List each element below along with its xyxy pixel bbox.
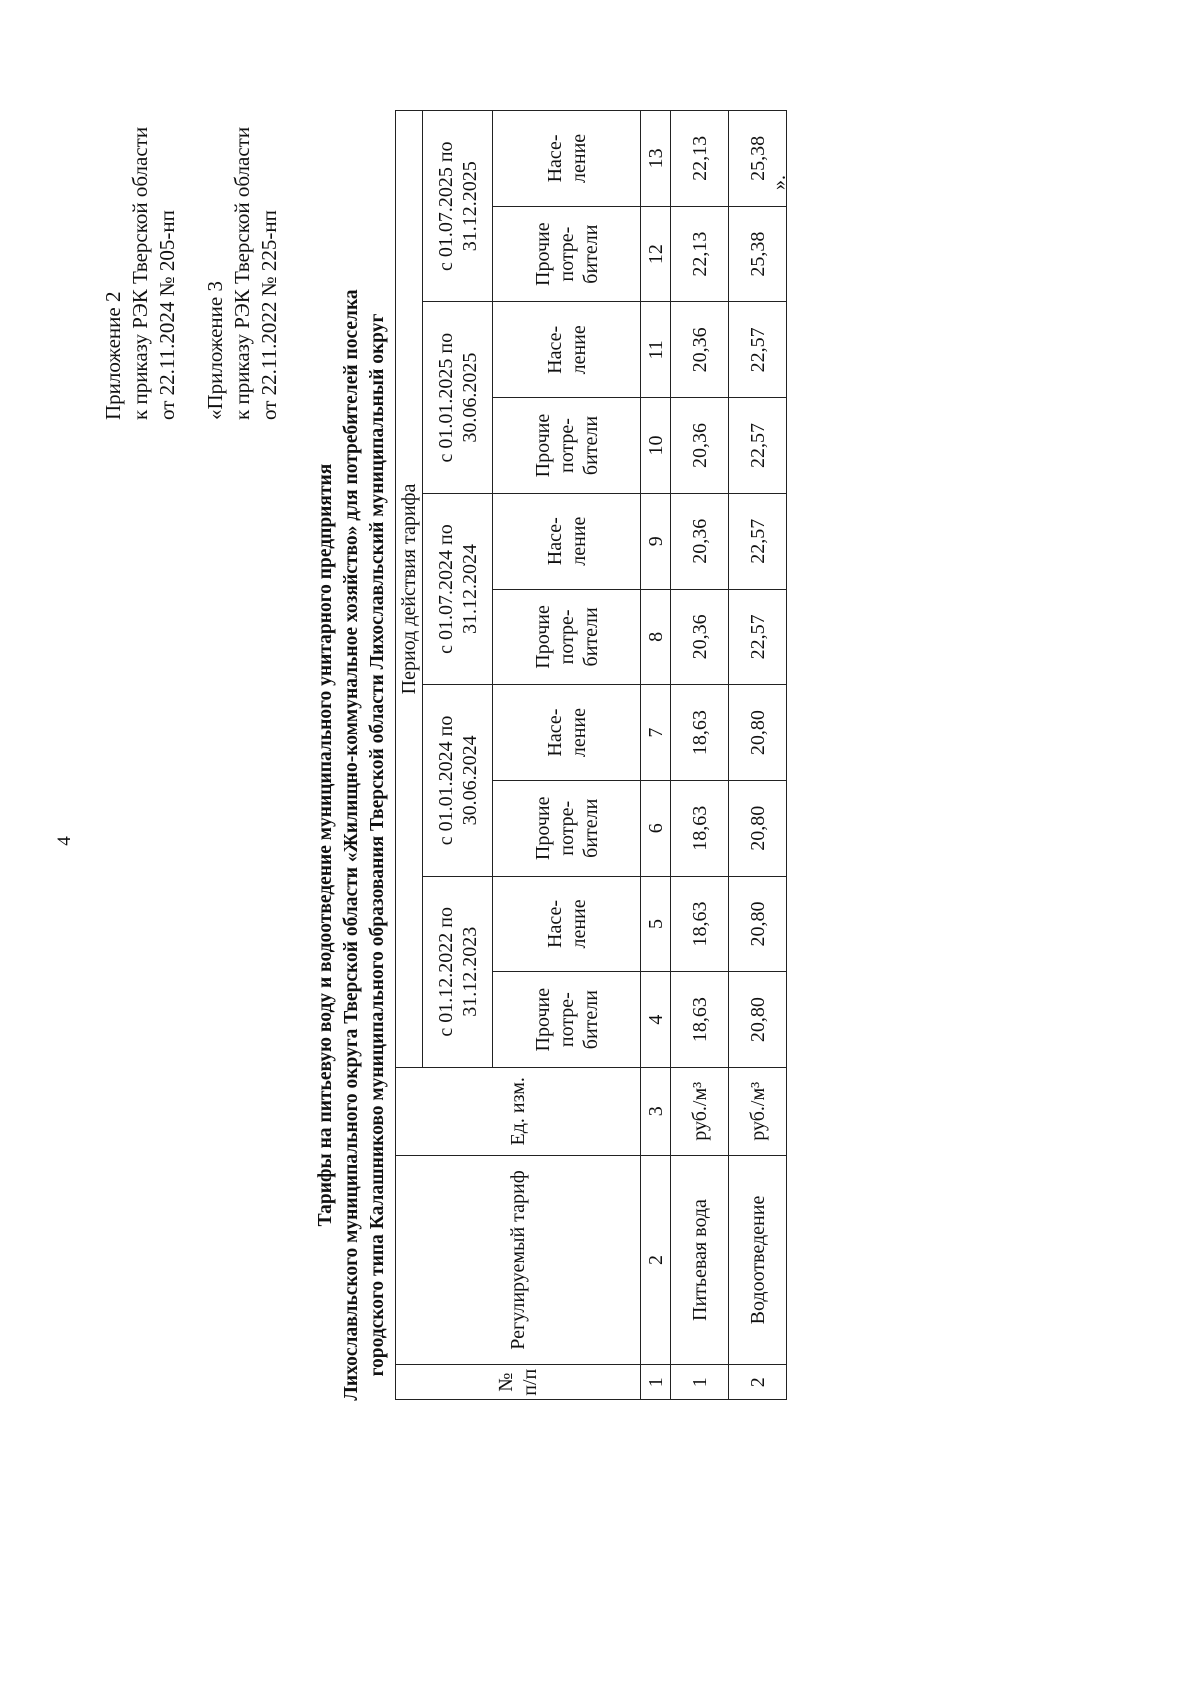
appendix-3-line1: «Приложение 3 [203, 281, 227, 420]
row-num: 2 [729, 1365, 787, 1400]
appendix-3-line2: к приказу РЭК Тверской области [230, 126, 254, 420]
group-other-4: Прочие потре-бители [493, 398, 641, 494]
tariff-table [395, 110, 787, 1400]
tariff-value: 18,63 [671, 972, 729, 1068]
row-tariff-name: Водоотведение [729, 1155, 787, 1365]
tariff-value: 22,57 [729, 302, 787, 398]
group-population-2: Насе-ление [493, 685, 641, 781]
header-period: Период действия тарифа [396, 111, 423, 1068]
period-range-3: с 01.07.2024 по 31.12.2024 [423, 493, 493, 684]
tariff-value: 20,36 [671, 493, 729, 589]
tariff-value: 20,36 [671, 398, 729, 494]
row-unit: руб./м³ [671, 1067, 729, 1155]
title-line1: Тарифы на питьевую воду и водоотведение муниципального унитарного предприятия [315, 463, 336, 1227]
tariff-value: 20,80 [729, 972, 787, 1068]
group-population-3: Насе-ление [493, 493, 641, 589]
group-other-3: Прочие потре-бители [493, 589, 641, 685]
tariff-value: 20,80 [729, 780, 787, 876]
tariff-value: 22,57 [729, 589, 787, 685]
appendix-2-line1: Приложение 2 [101, 291, 125, 420]
page-number: 4 [53, 836, 75, 846]
tariff-value: 20,80 [729, 876, 787, 972]
table-row [729, 111, 787, 1400]
header-row-period [396, 111, 423, 1400]
period-range-4: с 01.01.2025 по 30.06.2025 [423, 302, 493, 493]
column-index: 12 [641, 206, 671, 302]
appendix-2-line2: к приказу РЭК Тверской области [128, 126, 152, 420]
tariff-value: 25,38 [729, 206, 787, 302]
tariff-value: 18,63 [671, 876, 729, 972]
appendix-2-line3: от 22.11.2024 № 205-нп [155, 210, 179, 420]
appendix-3-heading [202, 127, 283, 420]
appendix-2-heading [100, 127, 181, 420]
tariff-value: 25,38 [729, 111, 787, 207]
column-index: 5 [641, 876, 671, 972]
tariff-value: 20,36 [671, 589, 729, 685]
column-index: 2 [641, 1155, 671, 1365]
row-tariff-name: Питьевая вода [671, 1155, 729, 1365]
title-line2: Лихославльского муниципального округа Тверской области «Жилищно-коммунальное хозяйство» для потребителей поселка [341, 289, 362, 1401]
group-other-5: Прочие потре-бители [493, 206, 641, 302]
document-title [313, 120, 391, 1570]
column-index: 13 [641, 111, 671, 207]
period-range-5: с 01.07.2025 по 31.12.2025 [423, 111, 493, 302]
column-index-row [641, 111, 671, 1400]
row-num: 1 [671, 1365, 729, 1400]
closing-quote-mark: ». [768, 175, 790, 190]
header-num: № п/п [396, 1365, 641, 1400]
header-tariff: Регулируемый тариф [396, 1155, 641, 1365]
title-line3: городского типа Калашниково муниципального образования Тверской области Лихославльский муниципальный округ [367, 313, 388, 1377]
column-index: 3 [641, 1067, 671, 1155]
column-index: 4 [641, 972, 671, 1068]
tariff-value: 22,13 [671, 111, 729, 207]
column-index: 1 [641, 1365, 671, 1400]
group-population-5: Насе-ление [493, 111, 641, 207]
column-index: 7 [641, 685, 671, 781]
table-row [671, 111, 729, 1400]
tariff-value: 22,13 [671, 206, 729, 302]
document-sheet [100, 120, 860, 1570]
tariff-value: 18,63 [671, 780, 729, 876]
tariff-value: 22,57 [729, 398, 787, 494]
row-unit: руб./м³ [729, 1067, 787, 1155]
tariff-value: 20,36 [671, 302, 729, 398]
group-other-1: Прочие потре-бители [493, 972, 641, 1068]
tariff-value: 18,63 [671, 685, 729, 781]
column-index: 9 [641, 493, 671, 589]
column-index: 8 [641, 589, 671, 685]
period-range-1: с 01.12.2022 по 31.12.2023 [423, 876, 493, 1067]
appendix-3-line3: от 22.11.2022 № 225-нп [257, 210, 281, 420]
column-index: 10 [641, 398, 671, 494]
group-population-4: Насе-ление [493, 302, 641, 398]
column-index: 6 [641, 780, 671, 876]
header-unit: Ед. изм. [396, 1067, 641, 1155]
group-other-2: Прочие потре-бители [493, 780, 641, 876]
tariff-value: 22,57 [729, 493, 787, 589]
column-index: 11 [641, 302, 671, 398]
tariff-value: 20,80 [729, 685, 787, 781]
group-population-1: Насе-ление [493, 876, 641, 972]
period-range-2: с 01.01.2024 по 30.06.2024 [423, 685, 493, 876]
